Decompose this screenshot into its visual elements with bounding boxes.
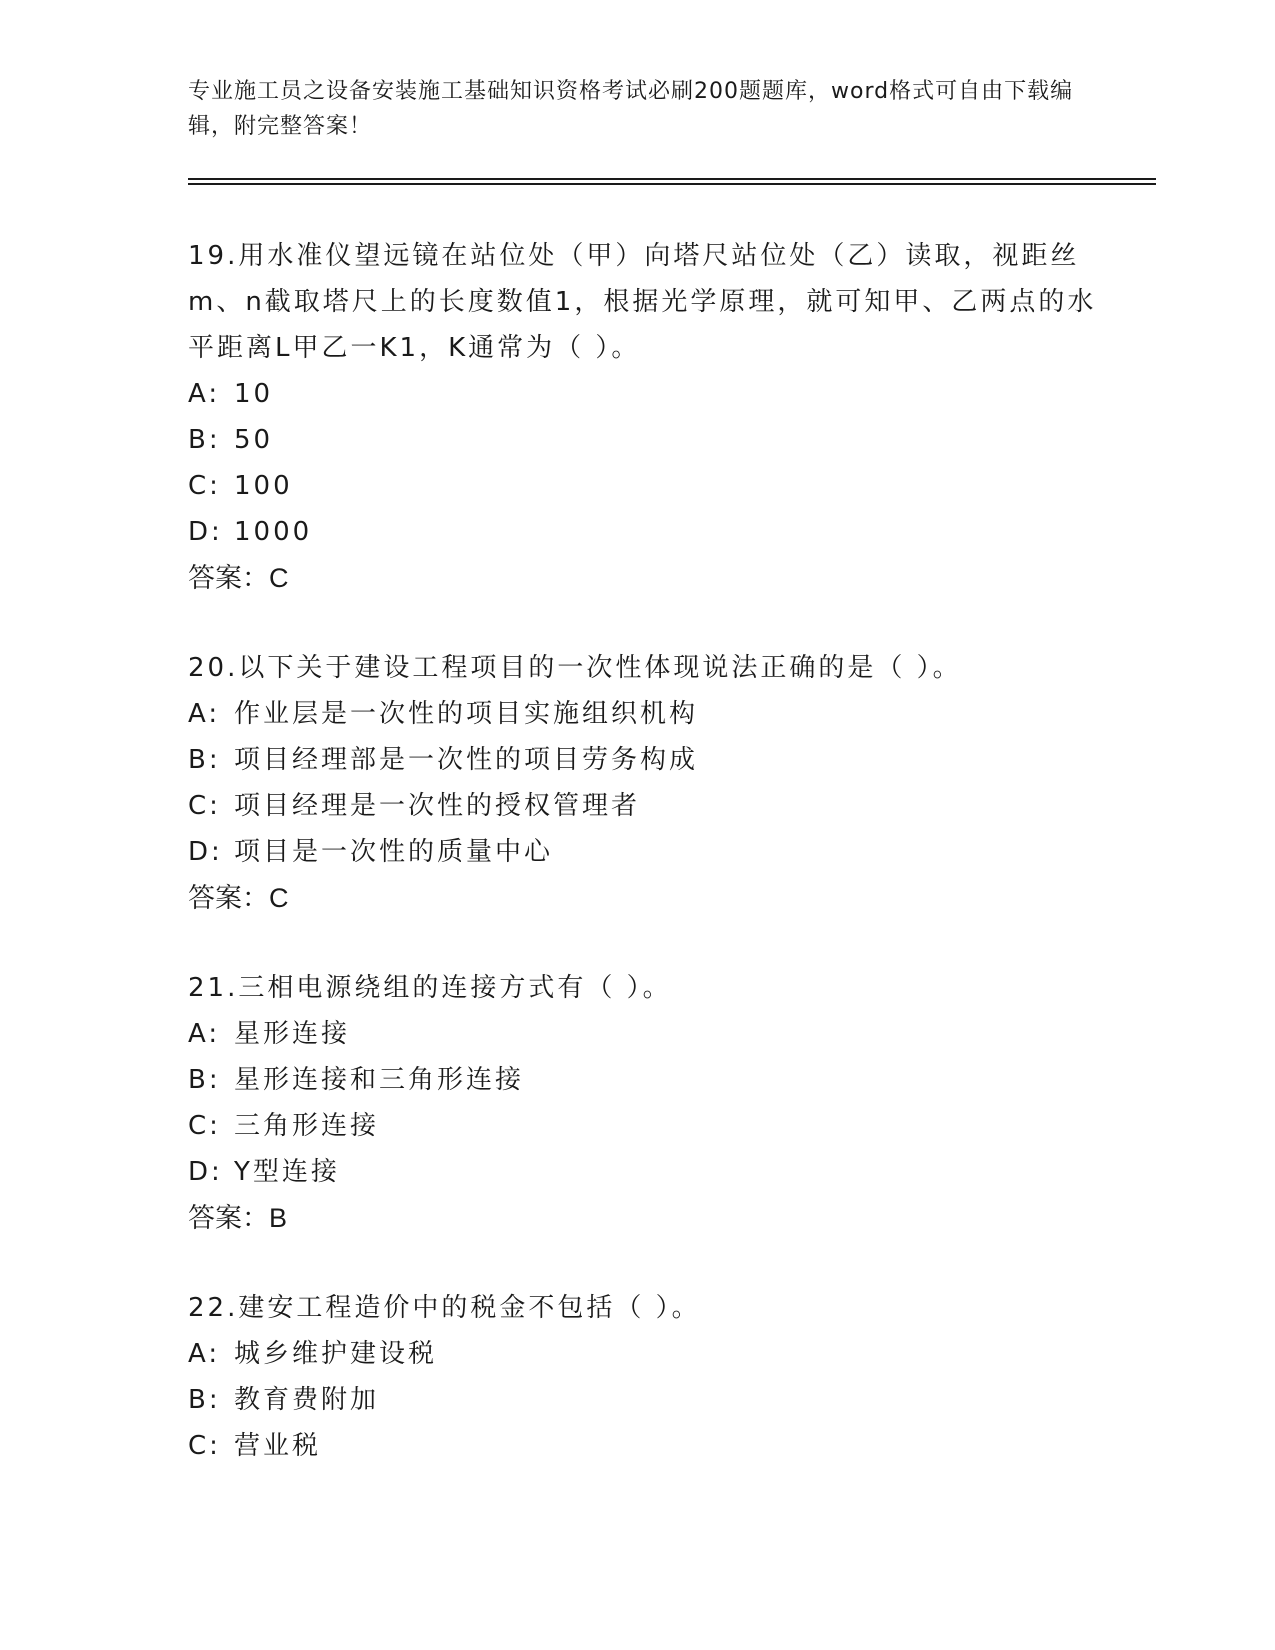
option-letter: A: — [188, 1019, 221, 1049]
document-header: 专业施工员之设备安装施工基础知识资格考试必刷200题题库，word格式可自由下载编辑，附完整答案！ — [188, 79, 1074, 139]
question-stem: 22.建安工程造价中的税金不包括（ ）。 — [188, 1293, 701, 1323]
header-divider-bottom — [188, 183, 1156, 185]
option-a — [188, 691, 1108, 737]
option-letter: B: — [188, 745, 221, 775]
option-text: 星形连接和三角形连接 — [234, 1065, 525, 1095]
option-text: 50 — [234, 425, 274, 455]
option-letter: B: — [188, 1385, 221, 1415]
option-a — [188, 371, 1108, 417]
option-letter: A: — [188, 379, 221, 409]
option-b — [188, 1057, 1108, 1103]
option-text: 营业税 — [234, 1431, 322, 1461]
option-letter: D: — [188, 517, 223, 547]
option-c — [188, 463, 1108, 509]
option-text: 项目是一次性的质量中心 — [234, 837, 554, 867]
option-text: 作业层是一次性的项目实施组织机构 — [234, 699, 699, 729]
header-divider-top — [188, 178, 1156, 180]
option-c — [188, 783, 1108, 829]
option-b — [188, 1377, 1108, 1423]
option-a — [188, 1011, 1108, 1057]
option-text: 三角形连接 — [234, 1111, 380, 1141]
option-text: 星形连接 — [234, 1019, 351, 1049]
option-a — [188, 1331, 1108, 1377]
question-stem: 20.以下关于建设工程项目的一次性体现说法正确的是（ ）。 — [188, 653, 962, 683]
option-c — [188, 1103, 1108, 1149]
answer: 答案：B — [188, 1203, 288, 1233]
option-d — [188, 509, 1108, 555]
answer: 答案：C — [188, 883, 289, 913]
question-22 — [188, 1285, 1108, 1469]
option-b — [188, 737, 1108, 783]
option-text: 项目经理部是一次性的项目劳务构成 — [234, 745, 699, 775]
question-19 — [188, 233, 1108, 601]
option-letter: A: — [188, 1339, 221, 1369]
option-letter: C: — [188, 471, 221, 501]
answer: 答案：C — [188, 563, 289, 593]
option-c — [188, 1423, 1108, 1469]
question-21 — [188, 965, 1108, 1241]
option-d — [188, 1149, 1108, 1195]
option-text: 10 — [234, 379, 274, 409]
option-d — [188, 829, 1108, 875]
option-b — [188, 417, 1108, 463]
question-20 — [188, 645, 1108, 921]
option-letter: B: — [188, 425, 221, 455]
option-text: 教育费附加 — [234, 1385, 380, 1415]
option-text: 100 — [234, 471, 293, 501]
option-text: 项目经理是一次性的授权管理者 — [234, 791, 641, 821]
option-letter: D: — [188, 837, 223, 867]
option-text: 城乡维护建设税 — [234, 1339, 438, 1369]
option-text: 1000 — [234, 517, 313, 547]
option-letter: C: — [188, 1431, 221, 1461]
option-letter: C: — [188, 1111, 221, 1141]
option-letter: D: — [188, 1157, 223, 1187]
option-letter: C: — [188, 791, 221, 821]
question-stem: 19.用水准仪望远镜在站位处（甲）向塔尺站位处（乙）读取，视距丝m、n截取塔尺上的长度数值1，根据光学原理，就可知甲、乙两点的水平距离L甲乙一K1，K通常为（ ）。 — [188, 241, 1097, 363]
option-letter: B: — [188, 1065, 221, 1095]
option-letter: A: — [188, 699, 221, 729]
question-stem: 21.三相电源绕组的连接方式有（ ）。 — [188, 973, 672, 1003]
option-text: Y型连接 — [234, 1157, 340, 1187]
